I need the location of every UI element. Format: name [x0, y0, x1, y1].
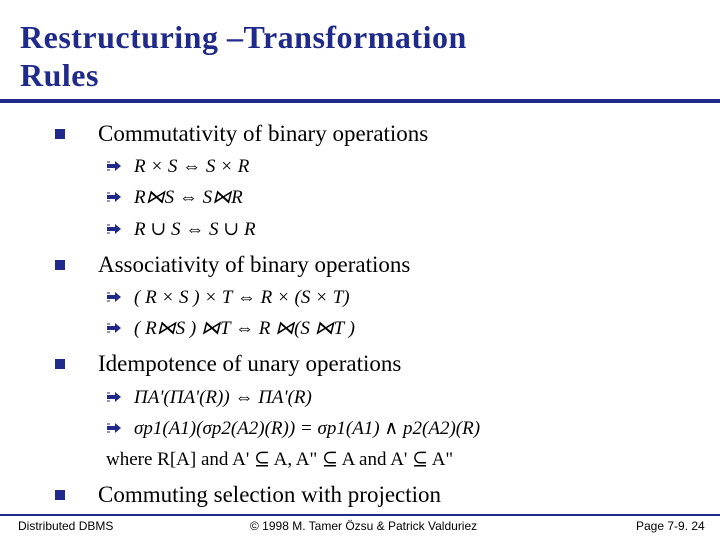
title-line-1: Restructuring –Transformation [20, 19, 467, 55]
where-clause: where R[A] and A' ⊆ A, A" ⊆ A and A' ⊆ A" [106, 449, 454, 470]
title-divider [0, 99, 720, 103]
bullet-label: Idempotence of unary operations [98, 351, 402, 376]
footer-page-number: Page 7-9. 24 [636, 519, 705, 533]
arrow-bullet-icon [106, 189, 122, 205]
square-bullet-icon [55, 129, 65, 139]
arrow-bullet-icon [106, 289, 122, 305]
footer-divider [0, 514, 720, 516]
bullet-label: Commuting selection with projection [98, 482, 442, 507]
arrow-bullet-icon [106, 389, 122, 405]
bullet-label: Associativity of binary operations [98, 252, 411, 277]
formula: R × S ⇔ S × R [134, 156, 250, 177]
formula: R ∪ S ⇔ S ∪ R [134, 219, 256, 240]
formula: R⋈S ⇔ S⋈R [134, 187, 243, 208]
footer-left: Distributed DBMS [18, 519, 114, 533]
square-bullet-icon [55, 359, 65, 369]
formula: ΠA'(ΠA'(R)) ⇔ ΠA'(R) [134, 387, 312, 408]
arrow-bullet-icon [106, 158, 122, 174]
arrow-bullet-icon [106, 320, 122, 336]
formula: ( R × S ) × T ⇔ R × (S × T) [134, 287, 350, 308]
bullet-label: Commutativity of binary operations [98, 121, 429, 146]
formula: σp1(A1)(σp2(A2)(R)) = σp1(A1) ∧ p2(A2)(R) [134, 418, 481, 439]
arrow-bullet-icon [106, 221, 122, 237]
slide-title [20, 18, 700, 94]
square-bullet-icon [55, 260, 65, 270]
square-bullet-icon [55, 490, 65, 500]
title-line-2: Rules [20, 57, 99, 93]
formula: ( R⋈S ) ⋈T ⇔ R ⋈(S ⋈T ) [134, 318, 355, 339]
arrow-bullet-icon [106, 420, 122, 436]
footer-copyright: © 1998 M. Tamer Özsu & Patrick Valduriez [250, 519, 478, 533]
